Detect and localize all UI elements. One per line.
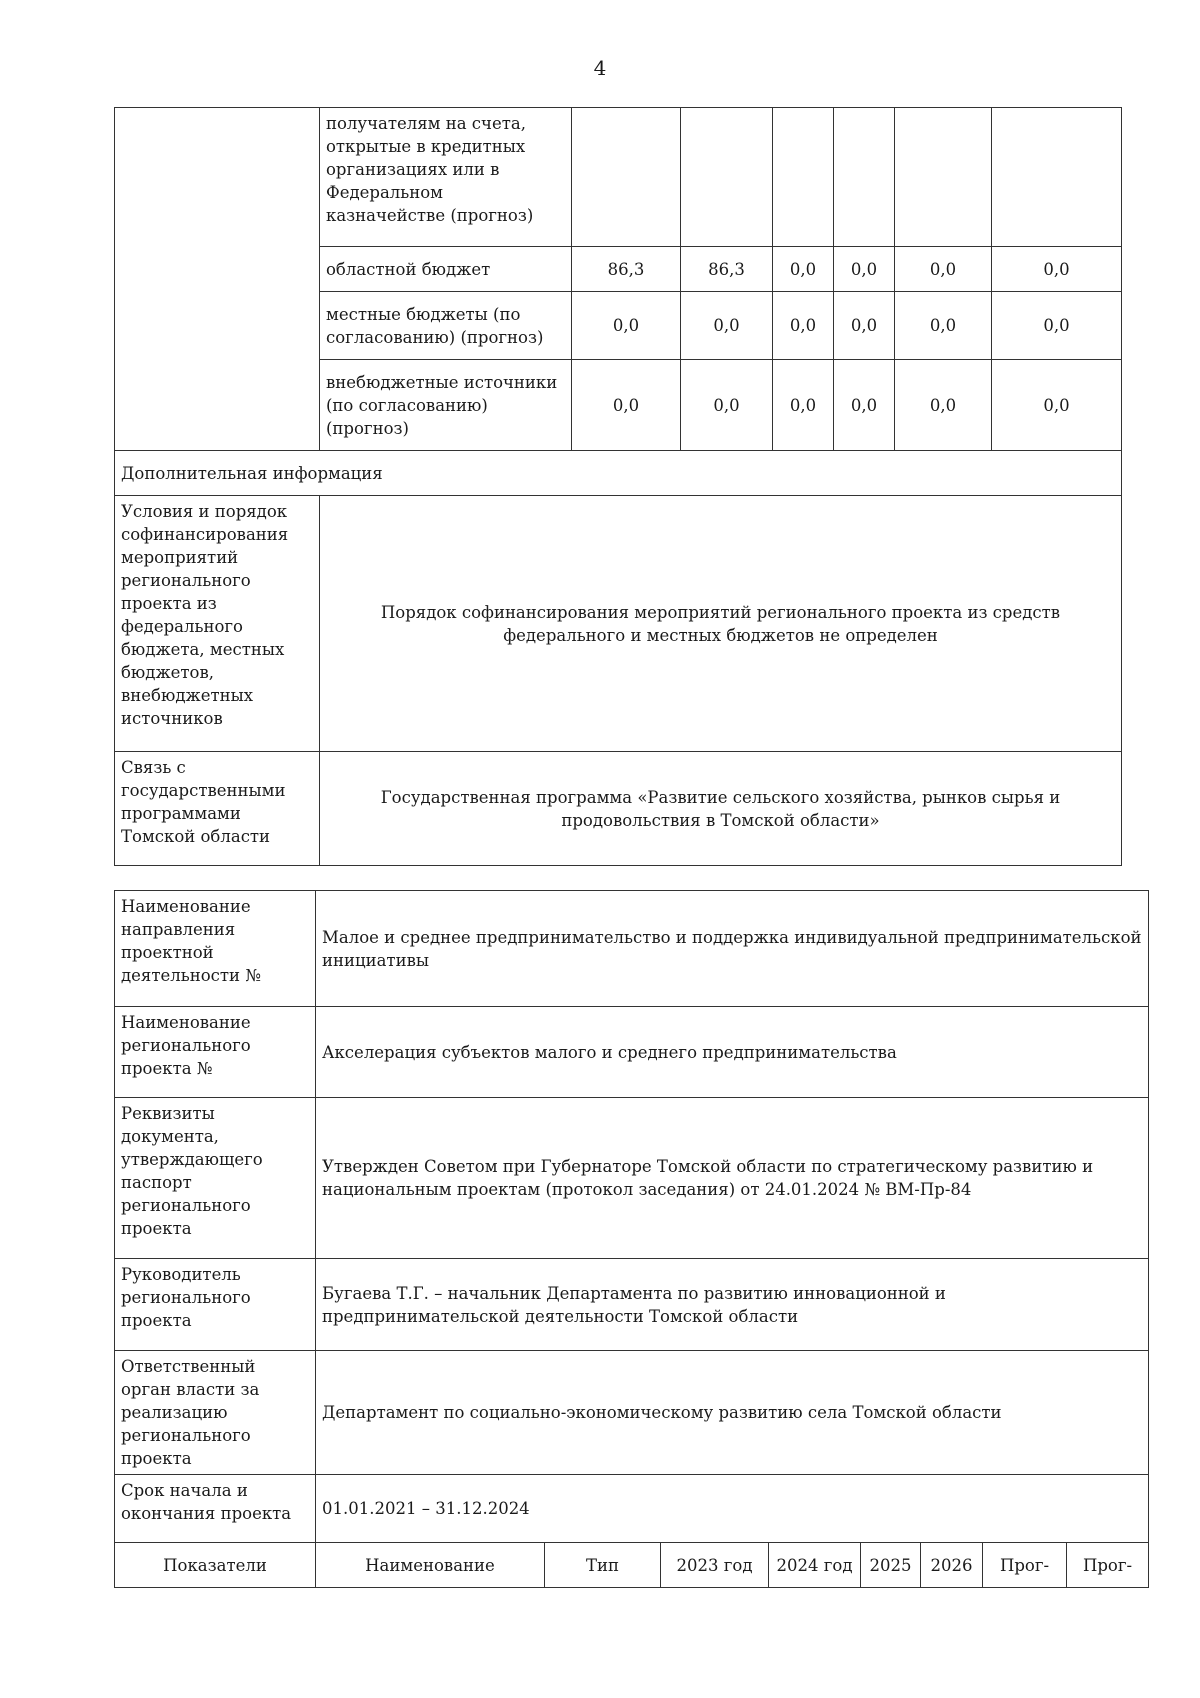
table-row (115, 1007, 1149, 1098)
table-row (115, 891, 1149, 1007)
funding-source-label: местные бюджеты (по согласованию) (прогноз) (320, 292, 572, 360)
value-cell: 0,0 (773, 292, 834, 360)
indicators-header-row (115, 1543, 1149, 1588)
table-row (115, 1351, 1149, 1475)
indicators-header-cell: 2025 (861, 1543, 921, 1588)
value-cell: 0,0 (834, 360, 895, 451)
funding-source-label: получателям на счета, открытые в кредитных организациях или в Федеральном казначействе (прогноз) (320, 108, 572, 247)
value-cell: 0,0 (834, 292, 895, 360)
funding-source-label: внебюджетные источники (по согласованию) (прогноз) (320, 360, 572, 451)
responsible-body-value: Департамент по социально-экономическому развитию села Томской области (316, 1351, 1149, 1475)
program-link-label: Связь с государственными программами Томской области (115, 752, 320, 866)
project-head-label: Руководитель регионального проекта (115, 1259, 316, 1351)
project-name-value: Акселерация субъектов малого и среднего предпринимательства (316, 1007, 1149, 1098)
project-head-value: Бугаева Т.Г. – начальник Департамента по развитию инновационной и предпринимательской деятельности Томской области (316, 1259, 1149, 1351)
funding-source-label: областной бюджет (320, 247, 572, 292)
project-period-label: Срок начала и окончания проекта (115, 1475, 316, 1543)
value-cell: 0,0 (834, 247, 895, 292)
value-cell: 0,0 (681, 360, 773, 451)
program-link-value: Государственная программа «Развитие сельского хозяйства, рынков сырья и продовольствия в Томской области» (320, 752, 1122, 866)
project-name-label: Наименование регионального проекта № (115, 1007, 316, 1098)
value-cell: 0,0 (895, 247, 992, 292)
indicators-header-cell: Показатели (115, 1543, 316, 1588)
direction-label: Наименование направления проектной деятельности № (115, 891, 316, 1007)
indicators-header-cell: 2026 (921, 1543, 983, 1588)
value-cell: 0,0 (895, 360, 992, 451)
value-cell: 0,0 (992, 292, 1122, 360)
indicators-header-cell: Прог- (983, 1543, 1067, 1588)
project-period-value: 01.01.2021 – 31.12.2024 (316, 1475, 1149, 1543)
cofinancing-value: Порядок софинансирования мероприятий регионального проекта из средств федерального и местных бюджетов не определен (320, 496, 1122, 752)
value-cell: 86,3 (572, 247, 681, 292)
indicators-header-cell: Прог- (1067, 1543, 1149, 1588)
page-number: 4 (593, 56, 607, 80)
table-row (115, 1475, 1149, 1543)
project-passport-table (114, 890, 1149, 1588)
value-cell: 0,0 (773, 360, 834, 451)
indicators-header-cell: 2023 год (661, 1543, 769, 1588)
responsible-body-label: Ответственный орган власти за реализацию регионального проекта (115, 1351, 316, 1475)
value-cell: 86,3 (681, 247, 773, 292)
value-cell: 0,0 (895, 292, 992, 360)
document-details-label: Реквизиты документа, утверждающего паспорт регионального проекта (115, 1098, 316, 1259)
value-cell: 0,0 (992, 247, 1122, 292)
table-row (115, 1259, 1149, 1351)
value-cell: 0,0 (681, 292, 773, 360)
table-row (115, 1098, 1149, 1259)
indicators-header-cell: 2024 год (769, 1543, 861, 1588)
indicators-header-cell: Наименование (316, 1543, 545, 1588)
indicators-header-cell: Тип (545, 1543, 661, 1588)
cofinancing-label: Условия и порядок софинансирования мероприятий регионального проекта из федерального бюджета, местных бюджетов, внебюджетных источников (115, 496, 320, 752)
direction-value: Малое и среднее предпринимательство и поддержка индивидуальной предпринимательской инициативы (316, 891, 1149, 1007)
additional-info-header: Дополнительная информация (115, 451, 1122, 496)
value-cell: 0,0 (572, 292, 681, 360)
value-cell: 0,0 (572, 360, 681, 451)
value-cell: 0,0 (773, 247, 834, 292)
financing-table (114, 107, 1122, 866)
document-details-value: Утвержден Советом при Губернаторе Томской области по стратегическому развитию и национальным проектам (протокол заседания) от 24.01.2024 № ВМ-Пр-84 (316, 1098, 1149, 1259)
empty-label-cell (115, 108, 320, 451)
value-cell: 0,0 (992, 360, 1122, 451)
